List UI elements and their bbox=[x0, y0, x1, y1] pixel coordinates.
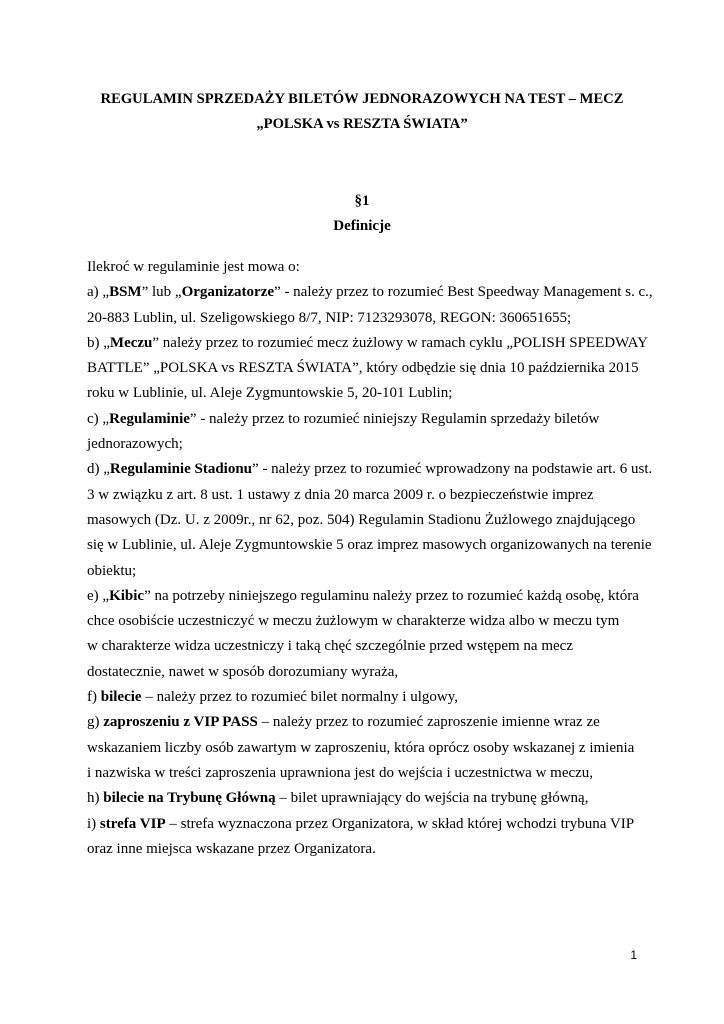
text-run: dostatecznie, nawet w sposób dorozumiany wyraża, bbox=[87, 663, 399, 680]
page-number: 1 bbox=[630, 948, 637, 962]
text-run: c) „ bbox=[87, 410, 110, 427]
text-run: 20-883 Lublin, ul. Szeligowskiego 8/7, NIP: 7123293078, REGON: 360651655; bbox=[87, 309, 572, 326]
text-run: i) bbox=[87, 815, 100, 832]
text-line bbox=[87, 381, 657, 406]
text-run: ” lub „ bbox=[141, 284, 182, 301]
text-run: – należy przez to rozumieć zaproszenie imienne wraz ze bbox=[257, 714, 600, 731]
text-line bbox=[87, 483, 657, 508]
title-line-2: „POLSKA vs RESZTA ŚWIATA” bbox=[256, 116, 468, 132]
text-run: chce osobiście uczestniczyć w meczu żużlowym w charakterze widza albo w meczu tym bbox=[87, 613, 620, 630]
text-run: ” - należy przez to rozumieć niniejszy Regulamin sprzedaży biletów bbox=[189, 410, 600, 427]
bold-term: strefa VIP bbox=[99, 815, 166, 832]
text-line bbox=[87, 331, 657, 356]
text-line bbox=[87, 407, 657, 432]
text-line bbox=[87, 761, 657, 786]
text-run: BATTLE” „POLSKA vs RESZTA ŚWIATA”, który odbędzie się dnia 10 października 2015 bbox=[87, 360, 639, 377]
text-run: d) „ bbox=[87, 461, 110, 478]
text-line bbox=[87, 736, 657, 761]
bold-term: Regulaminie bbox=[109, 410, 190, 427]
text-line bbox=[87, 685, 657, 710]
title-line-1: REGULAMIN SPRZEDAŻY BILETÓW JEDNORAZOWYCH NA TEST – MECZ bbox=[100, 91, 624, 107]
text-run: się w Lublinie, ul. Aleje Zygmuntowskie 5 oraz imprez masowych organizowanych na terenie bbox=[87, 537, 652, 554]
text-run: ” - należy przez to rozumieć wprowadzony na podstawie art. 6 ust. bbox=[252, 461, 653, 478]
text-run: w charakterze widza uczestniczy i taką chęć szczególnie przed wstępem na mecz bbox=[87, 638, 573, 655]
text-run: Ilekroć w regulaminie jest mowa o: bbox=[87, 259, 300, 275]
text-line bbox=[87, 306, 657, 331]
text-line bbox=[87, 280, 657, 305]
text-line bbox=[87, 508, 657, 533]
text-run: – strefa wyznaczona przez Organizatora, w skład której wchodzi trybuna VIP bbox=[165, 815, 635, 832]
section-title: Definicje bbox=[333, 218, 391, 234]
document-title bbox=[60, 87, 664, 137]
text-run: g) bbox=[87, 714, 104, 731]
text-run: ” należy przez to rozumieć mecz żużlowy w ramach cyklu „POLISH SPEEDWAY bbox=[152, 334, 648, 351]
text-run: – należy przez to rozumieć bilet normalny i ulgowy, bbox=[141, 689, 458, 706]
bold-term: bilecie na Trybunę Główną bbox=[103, 790, 276, 807]
text-run: b) „ bbox=[87, 334, 110, 351]
text-line bbox=[87, 812, 657, 837]
text-line bbox=[87, 609, 657, 634]
text-run: masowych (Dz. U. z 2009r., nr 62, poz. 504) Regulamin Stadionu Żużlowego znajdującego bbox=[87, 511, 636, 528]
bold-term: zaproszeniu z VIP PASS bbox=[103, 714, 258, 731]
text-run: f) bbox=[87, 689, 101, 706]
text-run: e) „ bbox=[87, 587, 110, 604]
bold-term: Meczu bbox=[109, 334, 153, 351]
text-run: ” - należy przez to rozumieć Best Speedway Management s. c., bbox=[274, 284, 653, 301]
text-run: wskazaniem liczby osób zawartym w zaproszeniu, która oprócz osoby wskazanej z imienia bbox=[87, 739, 635, 756]
text-line bbox=[87, 432, 657, 457]
text-run: 3 w związku z art. 8 ust. 1 ustawy z dnia 20 marca 2009 r. o bezpieczeństwie imprez bbox=[87, 486, 594, 503]
text-line bbox=[87, 634, 657, 659]
bold-term: Regulaminie Stadionu bbox=[109, 461, 253, 478]
text-run: – bilet uprawniający do wejścia na trybunę główną, bbox=[275, 790, 589, 807]
definitions-body bbox=[87, 255, 657, 862]
bold-term: bilecie bbox=[100, 689, 142, 706]
text-line bbox=[87, 457, 657, 482]
text-run: a) „ bbox=[87, 284, 110, 301]
bold-term: Kibic bbox=[109, 587, 145, 604]
text-run: h) bbox=[87, 790, 104, 807]
text-run: ” na potrzeby niniejszego regulaminu należy przez to rozumieć każdą osobę, która bbox=[144, 587, 639, 604]
bold-term: BSM bbox=[109, 284, 142, 301]
bold-term: Organizatorze bbox=[181, 284, 275, 301]
text-line bbox=[87, 356, 657, 381]
section-heading bbox=[60, 189, 664, 239]
text-line bbox=[87, 584, 657, 609]
text-line bbox=[87, 255, 657, 280]
text-run: roku w Lublinie, ul. Aleje Zygmuntowskie 5, 20-101 Lublin; bbox=[87, 385, 453, 402]
text-line bbox=[87, 533, 657, 558]
text-line bbox=[87, 710, 657, 735]
text-line bbox=[87, 837, 657, 862]
text-run: jednorazowych; bbox=[87, 436, 183, 453]
text-line bbox=[87, 786, 657, 811]
text-run: obiektu; bbox=[87, 562, 137, 579]
section-number: §1 bbox=[354, 193, 370, 209]
text-run: i nazwiska w treści zaproszenia uprawniona jest do wejścia i uczestnictwa w meczu, bbox=[87, 764, 594, 781]
text-line bbox=[87, 660, 657, 685]
text-line bbox=[87, 559, 657, 584]
text-run: oraz inne miejsca wskazane przez Organizatora. bbox=[87, 840, 376, 857]
